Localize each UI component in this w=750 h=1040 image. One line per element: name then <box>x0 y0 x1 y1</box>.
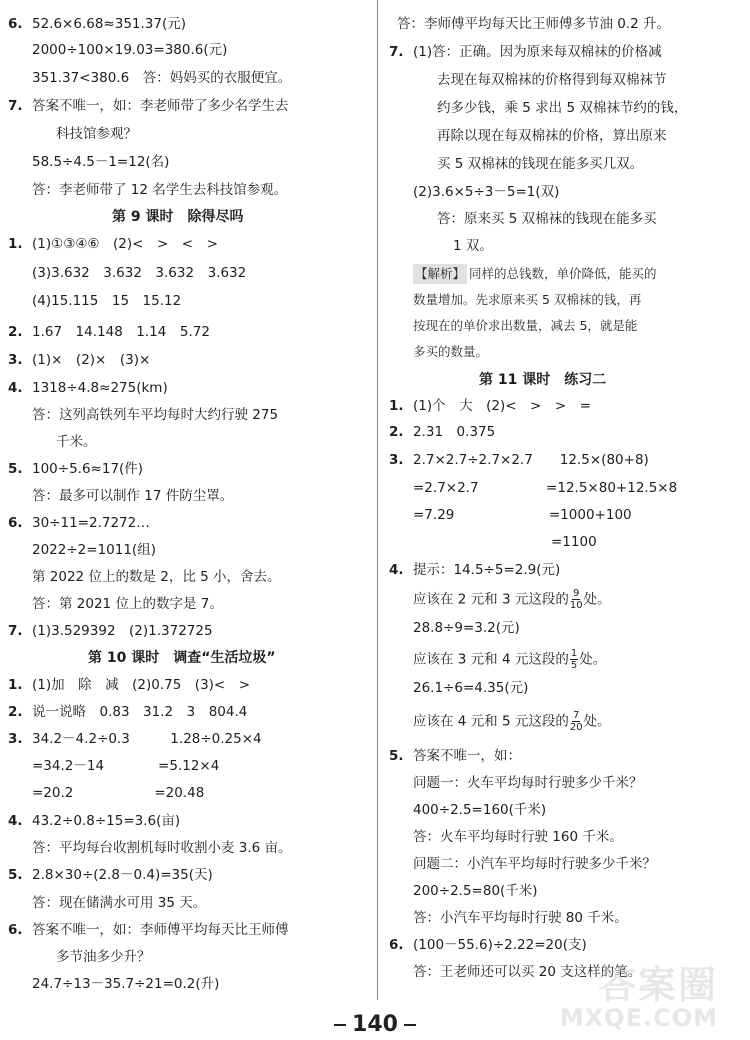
answer-line: 应该在 2 元和 3 元这段的 $\frac{9}{10}$ 处。 <box>413 588 611 611</box>
answer-line: 3. <box>389 452 404 468</box>
answer-line: 约多少钱，乘 5 求出 5 双棉袜节约的钱， <box>437 100 688 116</box>
answer-line: =34.2－14 =5.12×4 <box>32 758 220 774</box>
answer-line: (1)①③④⑥ (2)< > < > <box>32 236 218 252</box>
answer-line: 1. <box>8 677 23 693</box>
answer-line: 7. <box>389 44 404 60</box>
answer-line: 再除以现在每双棉袜的价格，算出原来 <box>437 128 667 144</box>
answer-line: 3. <box>8 731 23 747</box>
answer-line: 2.8×30÷(2.8－0.4)=35(天) <box>32 867 213 883</box>
answer-line: =1100 <box>551 534 597 550</box>
answer-line: 4. <box>8 380 23 396</box>
answer-line: 答：现在储满水可用 35 天。 <box>32 895 207 911</box>
answer-line: (1)个 大 (2)< > > = <box>413 398 591 414</box>
answer-line: 4. <box>389 562 404 578</box>
answer-line: 43.2÷0.8÷15=3.6(亩) <box>32 813 181 829</box>
answer-line: 58.5÷4.5－1=12(名) <box>32 154 170 170</box>
answer-line: 问题一：火车平均每时行驶多少千米？ <box>413 775 643 791</box>
answer-line: 答案不唯一，如： <box>413 748 521 764</box>
analysis-line: 数量增加。先求原来买 5 双棉袜的钱，再 <box>413 292 642 307</box>
answer-line: 千米。 <box>56 434 97 450</box>
answer-line: 2.7×2.7÷2.7×2.7 12.5×(80+8) <box>413 452 649 468</box>
answer-line: (1)加 除 减 (2)0.75 (3)< > <box>32 677 251 693</box>
answer-line: 7. <box>8 98 23 114</box>
answer-line: 答：火车平均每时行驶 160 千米。 <box>413 829 623 845</box>
answer-line: 答案不唯一，如：李老师带了多少名学生去 <box>32 98 289 114</box>
answer-line: 科技馆参观？ <box>56 126 137 142</box>
analysis-line: 多买的数量。 <box>413 344 489 359</box>
lesson-heading: 第 11 课时 练习二 <box>479 372 607 388</box>
answer-line: 答：李师傅平均每天比王师傅多节油 0.2 升。 <box>397 16 671 32</box>
answer-line: 去现在每双棉袜的价格得到每双棉袜节 <box>437 72 667 88</box>
answer-line: (100－55.6)÷2.22=20(支) <box>413 937 587 953</box>
answer-line: 2. <box>389 424 404 440</box>
answer-line: 4. <box>8 813 23 829</box>
answer-line: 应该在 3 元和 4 元这段的 $\frac{1}{5}$ 处。 <box>413 648 607 671</box>
answer-line: 问题二：小汽车平均每时行驶多少千米？ <box>413 856 656 872</box>
answer-line: 400÷2.5=160(千米) <box>413 802 547 818</box>
answer-line: 答：小汽车平均每时行驶 80 千米。 <box>413 910 628 926</box>
answer-line: 2022÷2=1011(组) <box>32 542 156 558</box>
answer-line: 1. <box>389 398 404 414</box>
fraction: $\frac{1}{5}$ <box>570 648 578 671</box>
answer-line: =7.29 =1000+100 <box>413 507 632 523</box>
column-divider <box>377 0 378 1000</box>
answer-line: 买 5 双棉袜的钱现在能多买几双。 <box>437 156 644 172</box>
answer-line: (1)答：正确。因为原来每双棉袜的价格减 <box>413 44 662 60</box>
answer-line: 第 2022 位上的数是 2，比 5 小，舍去。 <box>32 569 281 585</box>
answer-line: 6. <box>8 922 23 938</box>
answer-line: 7. <box>8 623 23 639</box>
answer-line: 提示：14.5÷5=2.9(元) <box>413 562 561 578</box>
answer-line: 答：李老师带了 12 名学生去科技馆参观。 <box>32 182 288 198</box>
answer-line: 200÷2.5=80(千米) <box>413 883 538 899</box>
analysis-tag: 【解析】 <box>413 264 467 284</box>
answer-line: 100÷5.6≈17(件) <box>32 461 144 477</box>
page-number: 140 <box>0 1012 750 1037</box>
answer-line: 2.31 0.375 <box>413 424 496 440</box>
answer-line: 2. <box>8 704 23 720</box>
answer-line: (3)3.632 3.632 3.632 3.632 <box>32 265 247 281</box>
answer-line: 6. <box>8 16 23 32</box>
answer-line: 答：这列高铁列车平均每时大约行驶 275 <box>32 407 279 423</box>
answer-line: 应该在 4 元和 5 元这段的 $\frac{7}{20}$ 处。 <box>413 710 611 733</box>
answer-line: 30÷11=2.7272… <box>32 515 150 531</box>
answer-line: 2000÷100×19.03=380.6(元) <box>32 42 228 58</box>
answer-line: 1318÷4.8≈275(km) <box>32 380 168 396</box>
answer-line: 多节油多少升？ <box>56 949 151 965</box>
fraction: $\frac{7}{20}$ <box>569 710 583 733</box>
answer-line: 答案不唯一，如：李师傅平均每天比王师傅 <box>32 922 289 938</box>
answer-line: 5. <box>389 748 404 764</box>
answer-line: 答：王老师还可以买 20 支这样的笔。 <box>413 964 642 980</box>
answer-line: (2)3.6×5÷3－5=1(双) <box>413 184 560 200</box>
answer-line: =2.7×2.7 =12.5×80+12.5×8 <box>413 480 678 496</box>
answer-line: =20.2 =20.48 <box>32 785 205 801</box>
answer-line: 答：第 2021 位上的数字是 7。 <box>32 596 223 612</box>
answer-line: 3. <box>8 352 23 368</box>
answer-line: 28.8÷9=3.2(元) <box>413 620 520 636</box>
answer-line: 26.1÷6=4.35(元) <box>413 680 529 696</box>
answer-line: (4)15.115 15 15.12 <box>32 293 182 309</box>
answer-line: 1.67 14.148 1.14 5.72 <box>32 324 210 340</box>
answer-line: 6. <box>389 937 404 953</box>
fraction: $\frac{9}{10}$ <box>569 588 583 611</box>
answer-line: 6. <box>8 515 23 531</box>
answer-line: 52.6×6.68≈351.37(元) <box>32 16 187 32</box>
answer-line: 答：最多可以制作 17 件防尘罩。 <box>32 488 234 504</box>
answer-line: 说一说略 0.83 31.2 3 804.4 <box>32 704 248 720</box>
answer-line: 24.7÷13－35.7÷21=0.2(升) <box>32 976 220 992</box>
answer-line: 2. <box>8 324 23 340</box>
answer-line: 34.2－4.2÷0.3 1.28÷0.25×4 <box>32 731 262 747</box>
answer-line: (1)× (2)× (3)× <box>32 352 151 368</box>
analysis-line: 【解析】 同样的总钱数，单价降低，能买的 <box>413 264 657 284</box>
answer-line: 5. <box>8 461 23 477</box>
answer-line: 答：原来买 5 双棉袜的钱现在能多买 <box>437 211 657 227</box>
answer-line: 351.37<380.6 答：妈妈买的衣服便宜。 <box>32 70 292 86</box>
answer-line: 1 双。 <box>453 238 493 254</box>
answer-line: 5. <box>8 867 23 883</box>
lesson-heading: 第 10 课时 调查“生活垃圾” <box>88 650 276 666</box>
analysis-line: 按现在的单价求出数量，减去 5，就是能 <box>413 318 638 333</box>
answer-line: 答：平均每台收割机每时收割小麦 3.6 亩。 <box>32 840 292 856</box>
answer-line: (1)3.529392 (2)1.372725 <box>32 623 213 639</box>
answer-line: 1. <box>8 236 23 252</box>
lesson-heading: 第 9 课时 除得尽吗 <box>112 209 244 225</box>
watermark-logo: 答案圈 MXQE.COM <box>559 963 718 1032</box>
